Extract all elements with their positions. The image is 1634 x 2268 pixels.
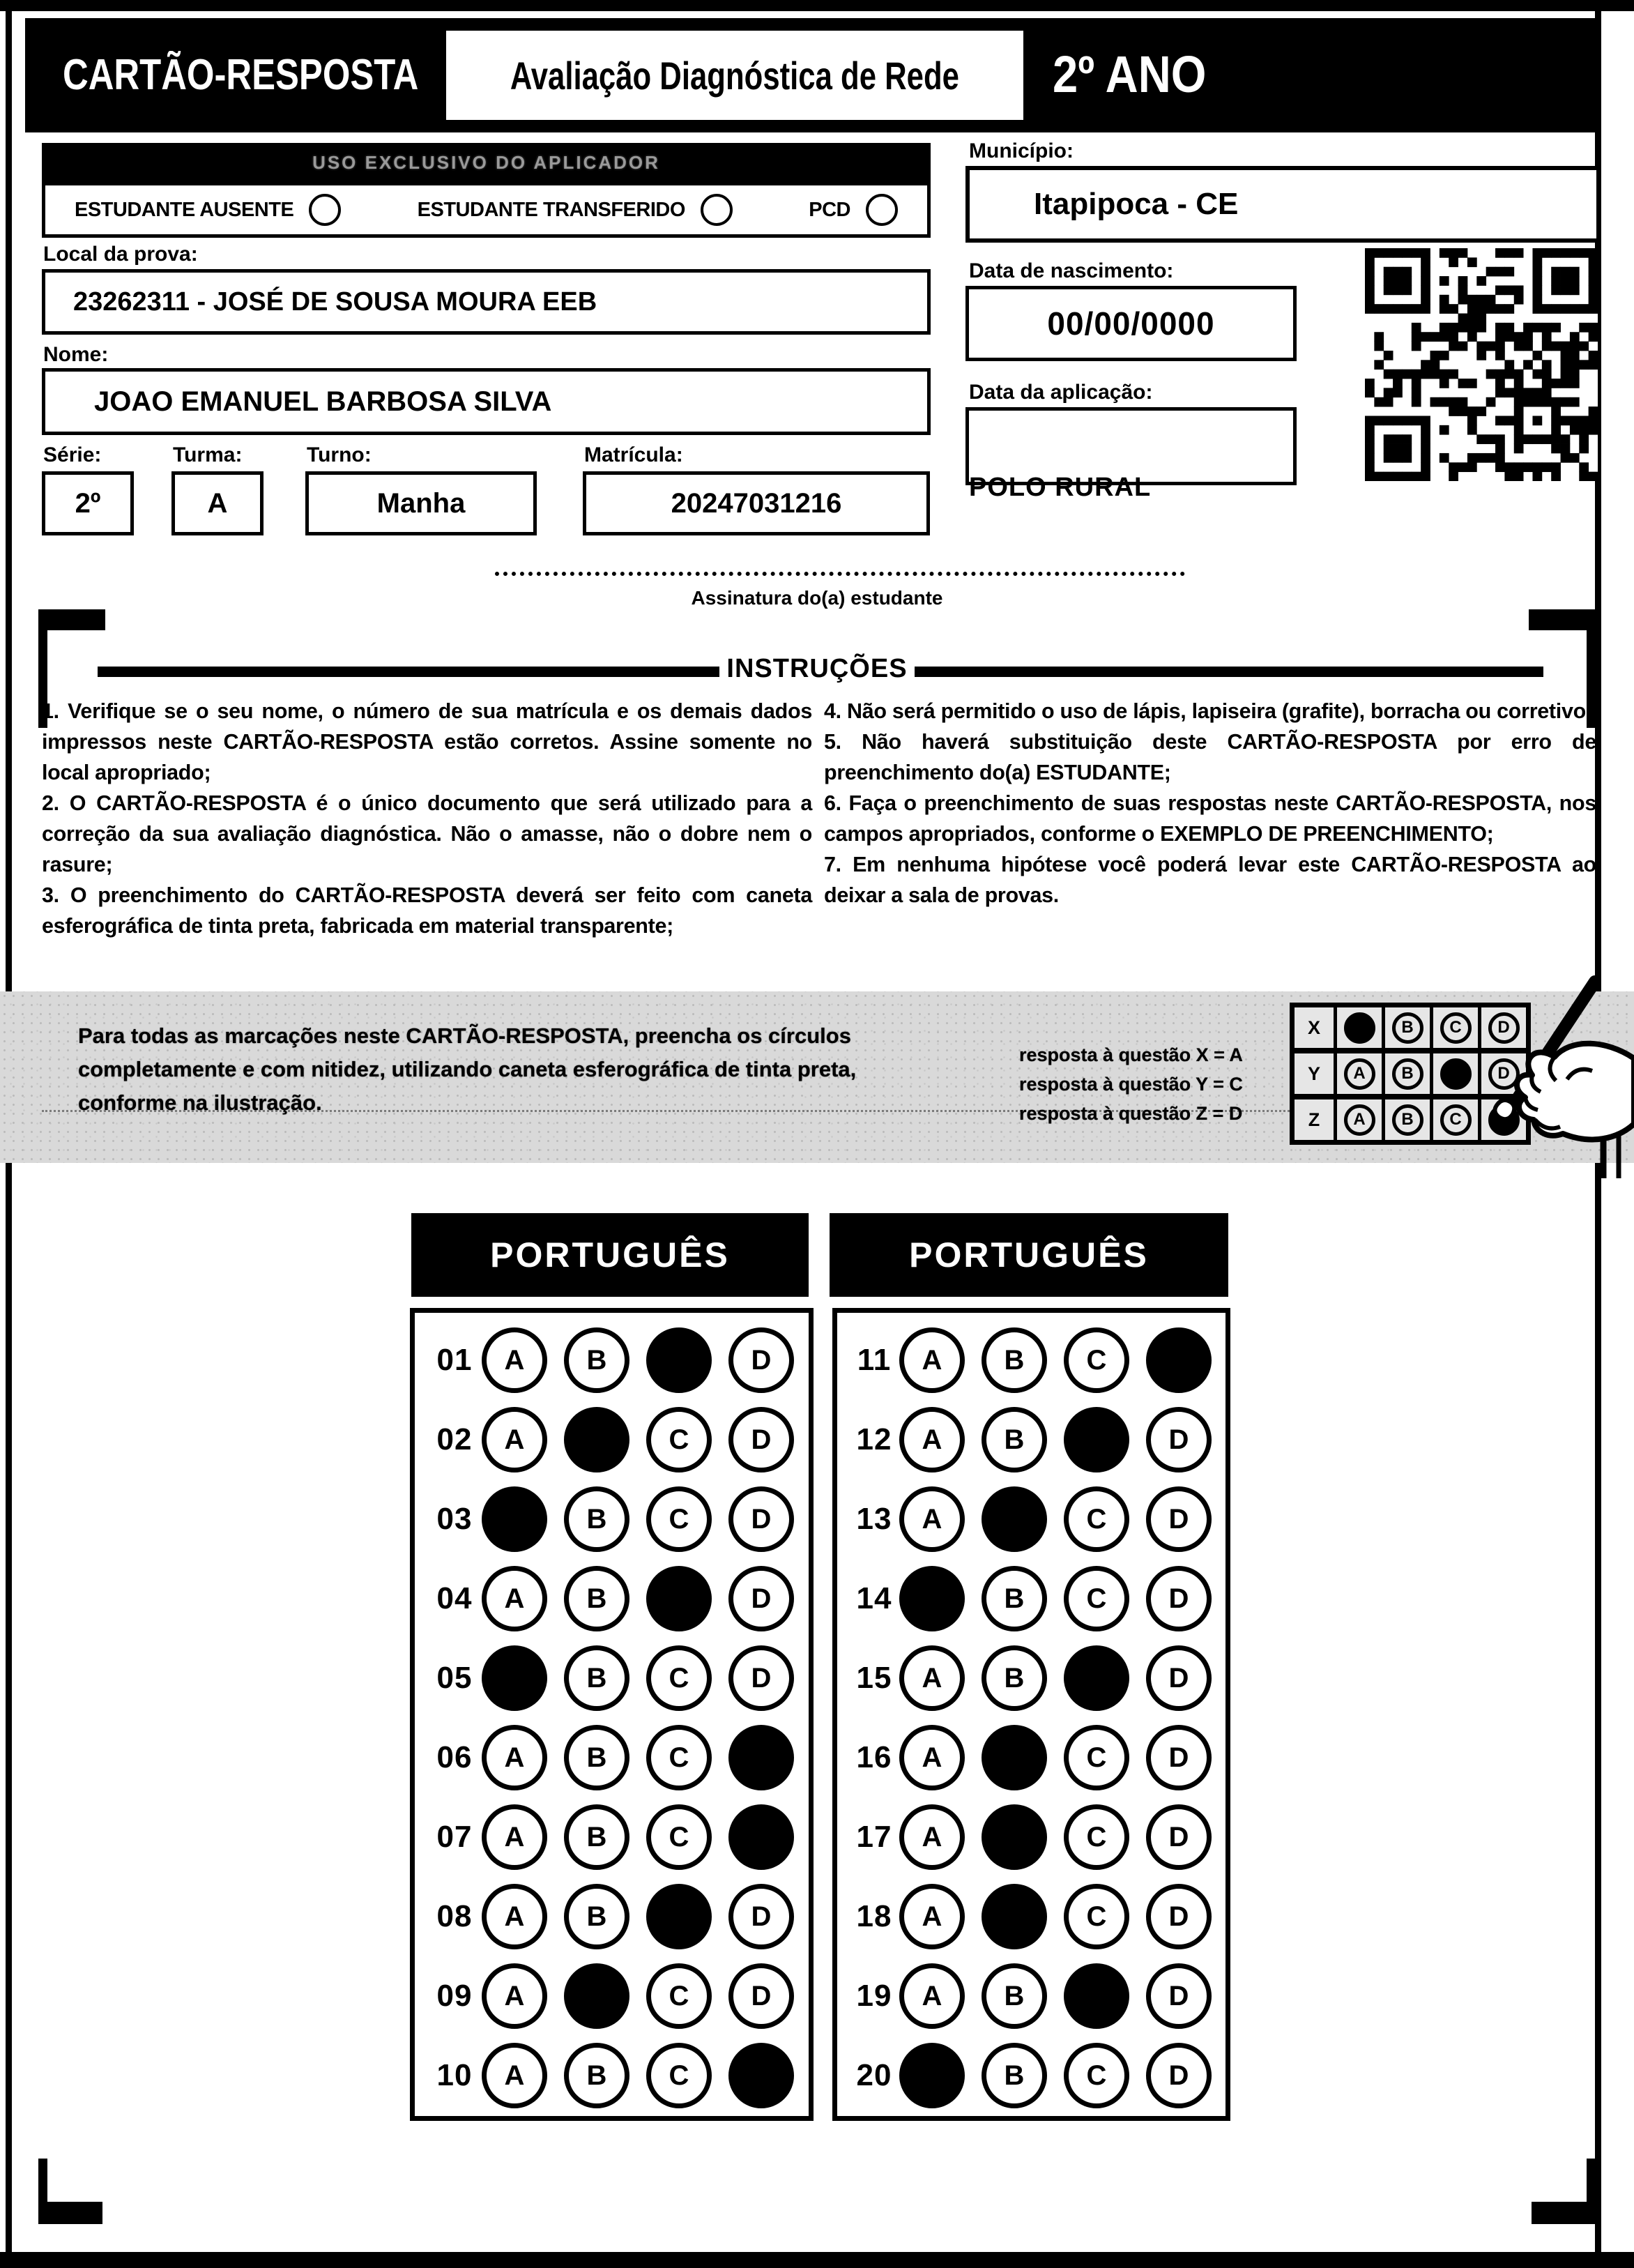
- bubble-19-D[interactable]: D: [1146, 1963, 1212, 2029]
- example-bubble-Z-C: C: [1440, 1104, 1472, 1136]
- question-number: 06: [436, 1740, 473, 1774]
- turma-label: Turma:: [173, 443, 243, 466]
- bubble-17-B[interactable]: [982, 1804, 1047, 1870]
- question-number: 10: [436, 2058, 473, 2092]
- example-bubble-X-C: C: [1440, 1012, 1472, 1044]
- estudante-ausente-bubble[interactable]: [309, 194, 341, 226]
- example-grid-cell: [1334, 1053, 1382, 1094]
- bubble-19-B[interactable]: B: [982, 1963, 1047, 2029]
- question-number: 01: [436, 1343, 473, 1377]
- bubble-04-B[interactable]: B: [564, 1566, 629, 1631]
- nome-field[interactable]: [42, 368, 931, 435]
- bubble-08-A[interactable]: A: [482, 1884, 547, 1949]
- instruction-item: 3. O preenchimento do CARTÃO-RESPOSTA deverá ser feito com caneta esferográfica de tinta preta, fabricada em material transparente;: [42, 883, 812, 938]
- bubble-04-D[interactable]: D: [728, 1566, 794, 1631]
- example-bubble-Z-B: B: [1392, 1104, 1423, 1136]
- turno-value: Manha: [376, 487, 466, 519]
- question-number: 04: [436, 1581, 473, 1615]
- bubble-09-C[interactable]: C: [646, 1963, 712, 2029]
- municipio-field[interactable]: [965, 166, 1601, 243]
- answer-row: [415, 1327, 809, 1393]
- bubble-01-A[interactable]: A: [482, 1327, 547, 1393]
- example-bubble-Y-D: D: [1488, 1058, 1520, 1090]
- question-number: 12: [856, 1422, 892, 1456]
- question-number: 02: [436, 1422, 473, 1456]
- question-number: 07: [436, 1820, 473, 1854]
- local-da-prova-label: Local da prova:: [43, 243, 198, 266]
- bubble-15-B[interactable]: B: [982, 1645, 1047, 1711]
- bubble-05-C[interactable]: C: [646, 1645, 712, 1711]
- bubble-02-B[interactable]: [564, 1407, 629, 1472]
- section-title: PORTUGUÊS: [490, 1235, 730, 1274]
- bubble-19-C[interactable]: [1064, 1963, 1129, 2029]
- data-nascimento-field[interactable]: [965, 286, 1297, 361]
- bubble-05-B[interactable]: B: [564, 1645, 629, 1711]
- example-row-label: Y: [1307, 1063, 1320, 1084]
- bubble-05-A[interactable]: [482, 1645, 547, 1711]
- bottom-left-corner-mark: [38, 2202, 102, 2224]
- question-number: 15: [856, 1661, 892, 1695]
- bubble-17-A[interactable]: A: [899, 1804, 965, 1870]
- nome-label: Nome:: [43, 343, 109, 366]
- bubble-09-B[interactable]: [564, 1963, 629, 2029]
- answer-row: [837, 1407, 1226, 1472]
- bubble-13-C[interactable]: C: [1064, 1486, 1129, 1552]
- answer-row: [837, 1566, 1226, 1631]
- matricula-field[interactable]: [583, 471, 930, 535]
- hand-with-pen-illustration: [1430, 975, 1634, 1178]
- example-legend: [1019, 1040, 1243, 1128]
- bubble-20-D[interactable]: D: [1146, 2043, 1212, 2108]
- estudante-ausente-label: ESTUDANTE AUSENTE: [75, 198, 294, 221]
- estudante-transferido-label: ESTUDANTE TRANSFERIDO: [417, 198, 685, 221]
- question-number: 16: [856, 1740, 892, 1774]
- bubble-14-D[interactable]: D: [1146, 1566, 1212, 1631]
- question-number: 13: [856, 1502, 892, 1536]
- section-title: PORTUGUÊS: [909, 1235, 1149, 1274]
- answer-row: [415, 1884, 809, 1949]
- example-bubble-X-D: D: [1488, 1012, 1520, 1044]
- aplicador-band: [42, 143, 931, 182]
- bubble-18-A[interactable]: A: [899, 1884, 965, 1949]
- bubble-12-B[interactable]: B: [982, 1407, 1047, 1472]
- example-note: Para todas as marcações neste CARTÃO-RESPOSTA, preencha os círculos completamente e com nitidez, utilizando caneta esferográfica de tinta preta, conforme na ilustração.: [78, 1023, 857, 1115]
- question-number: 03: [436, 1502, 473, 1536]
- instruction-item: 2. O CARTÃO-RESPOSTA é o único documento que será utilizado para a correção da sua avaliação diagnóstica. Não o amasse, não o dobre nem o rasure;: [42, 791, 812, 876]
- example-grid-cell: [1382, 1007, 1430, 1048]
- bubble-16-D[interactable]: D: [1146, 1725, 1212, 1790]
- bubble-11-D[interactable]: [1146, 1327, 1212, 1393]
- example-row-label: X: [1307, 1017, 1320, 1038]
- bubble-02-A[interactable]: A: [482, 1407, 547, 1472]
- instruction-item: 7. Em nenhuma hipótese você poderá levar este CARTÃO-RESPOSTA ao deixar a sala de provas.: [824, 853, 1596, 907]
- signature-line[interactable]: [495, 572, 1185, 576]
- bubble-06-B[interactable]: B: [564, 1725, 629, 1790]
- question-number: 05: [436, 1661, 473, 1695]
- example-bubble-Y-A: A: [1344, 1058, 1375, 1090]
- answer-row: [415, 2043, 809, 2108]
- bubble-20-B[interactable]: B: [982, 2043, 1047, 2108]
- top-edge-bar: [0, 0, 1634, 11]
- bubble-06-A[interactable]: A: [482, 1725, 547, 1790]
- municipio-value: Itapipoca - CE: [1034, 187, 1239, 221]
- local-da-prova-field[interactable]: [42, 269, 931, 335]
- bubble-13-D[interactable]: D: [1146, 1486, 1212, 1552]
- bubble-04-C[interactable]: [646, 1566, 712, 1631]
- bubble-10-C[interactable]: C: [646, 2043, 712, 2108]
- matricula-label: Matrícula:: [584, 443, 683, 466]
- bubble-20-C[interactable]: C: [1064, 2043, 1129, 2108]
- top-right-corner-mark: [1529, 609, 1596, 630]
- bubble-01-C[interactable]: [646, 1327, 712, 1393]
- bubble-16-C[interactable]: C: [1064, 1725, 1129, 1790]
- answer-row: [415, 1486, 809, 1552]
- data-aplicacao-label: Data da aplicação:: [969, 381, 1153, 404]
- bottom-right-corner-mark-line: [1587, 2159, 1596, 2205]
- grade-label: 2º ANO: [1053, 45, 1207, 103]
- turno-label: Turno:: [307, 443, 372, 466]
- example-bubble-Y-B: B: [1392, 1058, 1423, 1090]
- turno-field[interactable]: [305, 471, 537, 535]
- example-legend-line: resposta à questão Y = C: [1019, 1074, 1243, 1095]
- bubble-02-D[interactable]: D: [728, 1407, 794, 1472]
- bubble-10-B[interactable]: B: [564, 2043, 629, 2108]
- question-number: 19: [856, 1979, 892, 2013]
- answer-row: [837, 1725, 1226, 1790]
- turma-value: A: [207, 487, 228, 519]
- form-title: CARTÃO-RESPOSTA: [63, 51, 419, 99]
- bubble-12-C[interactable]: [1064, 1407, 1129, 1472]
- turma-field[interactable]: [171, 471, 264, 535]
- answer-row: [415, 1645, 809, 1711]
- answer-row: [415, 1566, 809, 1631]
- answer-row: [837, 1804, 1226, 1870]
- answer-row: [837, 1486, 1226, 1552]
- instructions-title: INSTRUÇÕES: [726, 654, 908, 683]
- answer-row: [415, 1407, 809, 1472]
- bubble-14-C[interactable]: C: [1064, 1566, 1129, 1631]
- bubble-01-B[interactable]: B: [564, 1327, 629, 1393]
- qr-code: [1365, 248, 1598, 481]
- local-da-prova-value: 23262311 - JOSÉ DE SOUSA MOURA EEB: [73, 287, 597, 317]
- assessment-title-box: [446, 31, 1023, 120]
- bubble-08-C[interactable]: [646, 1884, 712, 1949]
- bubble-08-B[interactable]: B: [564, 1884, 629, 1949]
- question-number: 20: [856, 2058, 892, 2092]
- pcd-label: PCD: [809, 198, 850, 221]
- bottom-edge-bar: [0, 2252, 1634, 2268]
- bubble-14-A[interactable]: [899, 1566, 965, 1631]
- instructions-column-right: [824, 696, 1596, 911]
- serie-label: Série:: [43, 443, 102, 466]
- top-left-corner-mark: [38, 609, 105, 630]
- bubble-15-D[interactable]: D: [1146, 1645, 1212, 1711]
- option-estudante-transferido: [418, 194, 733, 226]
- bubble-18-D[interactable]: D: [1146, 1884, 1212, 1949]
- question-number: 08: [436, 1899, 473, 1933]
- bubble-01-D[interactable]: D: [728, 1327, 794, 1393]
- option-pcd: [809, 194, 898, 226]
- bubble-19-A[interactable]: A: [899, 1963, 965, 2029]
- bubble-08-D[interactable]: D: [728, 1884, 794, 1949]
- bubble-12-D[interactable]: D: [1146, 1407, 1212, 1472]
- answer-row: [837, 1327, 1226, 1393]
- example-bubble-Z-A: A: [1344, 1104, 1375, 1136]
- section-header-portugues-2: [830, 1213, 1228, 1297]
- example-legend-line: resposta à questão X = A: [1019, 1044, 1243, 1065]
- section-header-portugues-1: [411, 1213, 809, 1297]
- bubble-04-A[interactable]: A: [482, 1566, 547, 1631]
- bubble-06-D[interactable]: [728, 1725, 794, 1790]
- option-estudante-ausente: [75, 194, 341, 226]
- bubble-10-D[interactable]: [728, 2043, 794, 2108]
- aplicador-band-label: USO EXCLUSIVO DO APLICADOR: [312, 151, 660, 173]
- bubble-07-B[interactable]: B: [564, 1804, 629, 1870]
- answer-row: [837, 1963, 1226, 2029]
- bubble-17-C[interactable]: C: [1064, 1804, 1129, 1870]
- answer-row: [415, 1804, 809, 1870]
- answer-row: [415, 1725, 809, 1790]
- aplicador-options-box: [42, 182, 931, 238]
- bubble-07-C[interactable]: C: [646, 1804, 712, 1870]
- bubble-15-C[interactable]: [1064, 1645, 1129, 1711]
- instruction-item: 4. Não será permitido o uso de lápis, lapiseira (grafite), borracha ou corretivo;: [824, 699, 1593, 723]
- instruction-item: 5. Não haverá substituição deste CARTÃO-RESPOSTA por erro de preenchimento do(a) ESTUDANTE;: [824, 730, 1596, 784]
- bubble-10-A[interactable]: A: [482, 2043, 547, 2108]
- instructions-column-left: [42, 696, 812, 941]
- answer-row: [415, 1963, 809, 2029]
- bubble-03-B[interactable]: B: [564, 1486, 629, 1552]
- bubble-03-C[interactable]: C: [646, 1486, 712, 1552]
- bubble-15-A[interactable]: A: [899, 1645, 965, 1711]
- example-grid-cell: [1334, 1099, 1382, 1140]
- bubble-18-C[interactable]: C: [1064, 1884, 1129, 1949]
- bubble-05-D[interactable]: D: [728, 1645, 794, 1711]
- example-grid-cell: [1334, 1007, 1382, 1048]
- bubble-11-A[interactable]: A: [899, 1327, 965, 1393]
- serie-value: 2º: [75, 487, 101, 519]
- bubble-12-A[interactable]: A: [899, 1407, 965, 1472]
- instruction-item: 1. Verifique se o seu nome, o número de sua matrícula e os demais dados impressos neste CARTÃO-RESPOSTA estão corretos. Assine somente no local apropriado;: [42, 699, 812, 784]
- bubble-07-A[interactable]: A: [482, 1804, 547, 1870]
- example-bubble-X-A: [1344, 1012, 1375, 1044]
- nome-value: JOAO EMANUEL BARBOSA SILVA: [94, 386, 552, 417]
- assessment-title: Avaliação Diagnóstica de Rede: [510, 53, 960, 98]
- bubble-18-B[interactable]: [982, 1884, 1047, 1949]
- question-number: 11: [857, 1343, 892, 1377]
- bottom-right-corner-mark: [1532, 2202, 1596, 2224]
- bubble-13-A[interactable]: A: [899, 1486, 965, 1552]
- bubble-11-C[interactable]: C: [1064, 1327, 1129, 1393]
- example-grid-cell: [1382, 1053, 1430, 1094]
- data-nascimento-value: 00/00/0000: [1047, 305, 1215, 342]
- signature-label: Assinatura do(a) estudante: [691, 587, 943, 609]
- bubble-14-B[interactable]: B: [982, 1566, 1047, 1631]
- pcd-bubble[interactable]: [866, 194, 898, 226]
- answer-row: [837, 1884, 1226, 1949]
- polo-text: POLO RURAL: [969, 473, 1152, 502]
- example-bubble-X-B: B: [1392, 1012, 1423, 1044]
- question-number: 09: [436, 1979, 473, 2013]
- bubble-16-A[interactable]: A: [899, 1725, 965, 1790]
- bubble-03-A[interactable]: [482, 1486, 547, 1552]
- question-number: 18: [856, 1899, 892, 1933]
- bottom-left-corner-mark-line: [38, 2159, 47, 2205]
- answer-grid-questions-11-20: [832, 1308, 1230, 2121]
- instruction-item: 6. Faça o preenchimento de suas respostas neste CARTÃO-RESPOSTA, nos campos apropriados, conforme o EXEMPLO DE PREENCHIMENTO;: [824, 791, 1596, 846]
- answer-row: [837, 2043, 1226, 2108]
- question-number: 14: [856, 1581, 892, 1615]
- bubble-16-B[interactable]: [982, 1725, 1047, 1790]
- bubble-09-D[interactable]: D: [728, 1963, 794, 2029]
- example-row-label: Z: [1308, 1109, 1320, 1130]
- data-nascimento-label: Data de nascimento:: [969, 259, 1174, 282]
- matricula-value: 20247031216: [671, 487, 842, 519]
- estudante-transferido-bubble[interactable]: [701, 194, 733, 226]
- bubble-02-C[interactable]: C: [646, 1407, 712, 1472]
- serie-field[interactable]: [42, 471, 134, 535]
- municipio-label: Município:: [969, 139, 1074, 162]
- answer-grid-questions-01-10: [410, 1308, 814, 2121]
- answer-row: [837, 1645, 1226, 1711]
- question-number: 17: [856, 1820, 892, 1854]
- bubble-06-C[interactable]: C: [646, 1725, 712, 1790]
- bubble-09-A[interactable]: A: [482, 1963, 547, 2029]
- bubble-11-B[interactable]: B: [982, 1327, 1047, 1393]
- bubble-17-D[interactable]: D: [1146, 1804, 1212, 1870]
- example-grid-cell: [1382, 1099, 1430, 1140]
- bubble-20-A[interactable]: [899, 2043, 965, 2108]
- bubble-13-B[interactable]: [982, 1486, 1047, 1552]
- bubble-03-D[interactable]: D: [728, 1486, 794, 1552]
- example-legend-line: resposta à questão Z = D: [1019, 1103, 1243, 1124]
- bubble-07-D[interactable]: [728, 1804, 794, 1870]
